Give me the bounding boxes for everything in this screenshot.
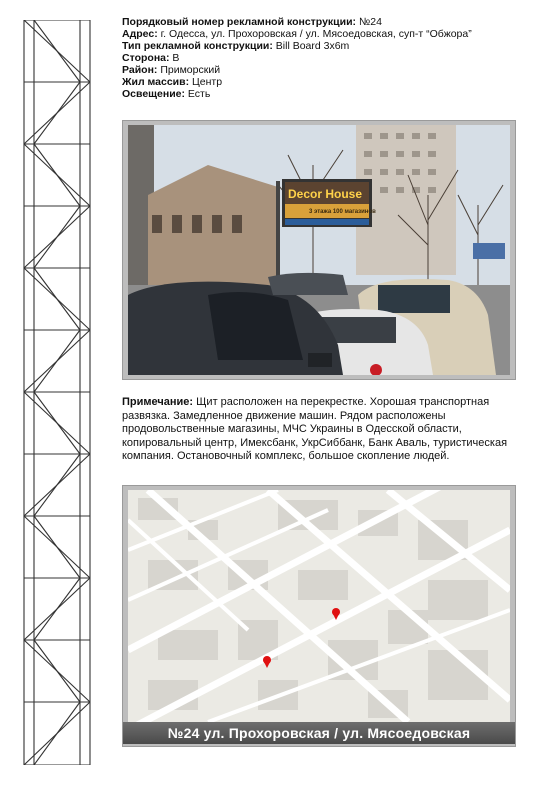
map-streets <box>128 490 510 722</box>
photo-frame <box>122 120 516 380</box>
address-value: г. Одесса, ул. Прохоровская / ул. Мясоедовская, суп-т “Обжора” <box>157 28 472 40</box>
area-value: Центр <box>189 76 223 88</box>
truss-decoration <box>20 20 96 765</box>
note-label: Примечание: <box>122 396 194 408</box>
district-value: Приморский <box>157 64 221 76</box>
location-map <box>128 490 510 722</box>
area-label: Жил массив: <box>122 76 190 88</box>
street-photo <box>128 125 510 375</box>
note-block <box>122 396 532 464</box>
map-frame <box>122 485 516 747</box>
info-row-district <box>122 64 532 76</box>
map-caption: №24 ул. Прохоровская / ул. Мясоедовская <box>123 722 515 744</box>
number-label: Порядковый номер рекламной конструкции: <box>122 16 357 28</box>
lighting-label: Освещение: <box>122 88 185 100</box>
info-row-side <box>122 52 532 64</box>
number-value: №24 <box>356 16 382 28</box>
address-label: Адрес: <box>122 28 158 40</box>
billboard-tagline-text: 3 этажа 100 магазинов <box>309 209 376 215</box>
info-block <box>122 16 532 100</box>
type-value: Bill Board 3x6m <box>272 40 350 52</box>
side-label: Сторона: <box>122 52 170 64</box>
type-label: Тип рекламной конструкции: <box>122 40 273 52</box>
info-row-number <box>122 16 532 28</box>
side-value: В <box>169 52 180 64</box>
note-text: Щит расположен на перекрестке. Хорошая транспортная развязка. Замедленное движение машин. Рядом расположены продовольственные магазины, МЧС Украины в Одесской области, копировальный центр, Имексбанк, УкрСиббанк, Банк Аваль, туристическая компания. Остановочный комплекс, большое скопление людей. <box>122 396 508 462</box>
info-row-lighting <box>122 88 532 100</box>
info-row-type <box>122 40 532 52</box>
district-label: Район: <box>122 64 158 76</box>
billboard-brand-text: Decor House <box>288 187 363 201</box>
info-row-address <box>122 28 532 40</box>
street-photo-illustration <box>128 125 510 375</box>
lighting-value: Есть <box>185 88 211 100</box>
info-row-area <box>122 76 532 88</box>
